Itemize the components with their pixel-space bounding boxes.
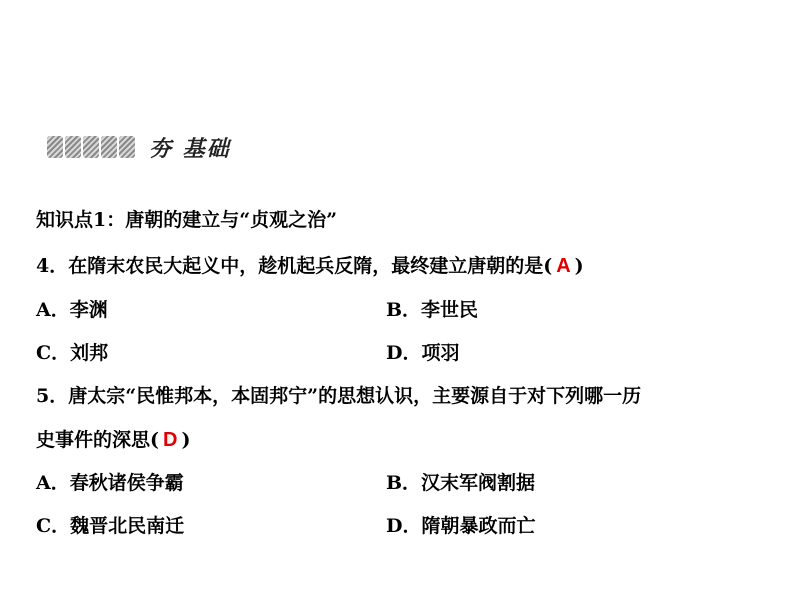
banner-title: 夯 基础	[149, 136, 231, 162]
question-5-option-d: D．隋朝暴政而亡	[386, 515, 536, 537]
question-5-answer: D	[163, 429, 178, 451]
question-5-stem-line2: 史事件的深思( D )	[36, 429, 191, 451]
question-5-option-a: A．春秋诸侯争霸	[36, 472, 184, 494]
question-5-option-c: C．魏晋北民南迁	[36, 515, 185, 537]
question-5-option-b: B．汉末军阀割据	[386, 472, 536, 494]
question-4-option-d: D．项羽	[386, 342, 460, 364]
question-4-stem: 4．在隋末农民大起义中，趁机起兵反隋，最终建立唐朝的是( A )	[36, 255, 584, 277]
section-banner	[47, 134, 231, 160]
knowledge-point-heading: 知识点1：唐朝的建立与“贞观之治”	[36, 209, 338, 231]
question-4-option-c: C．刘邦	[36, 342, 109, 364]
question-4-option-a: A．李渊	[36, 299, 108, 321]
question-5-stem-line1: 5．唐太宗“民惟邦本，本固邦宁”的思想认识，主要源自于对下列哪一历	[36, 385, 642, 407]
question-4-answer: A	[556, 255, 571, 277]
question-4-option-b: B．李世民	[386, 299, 479, 321]
cartoon-characters-icon	[47, 136, 135, 158]
